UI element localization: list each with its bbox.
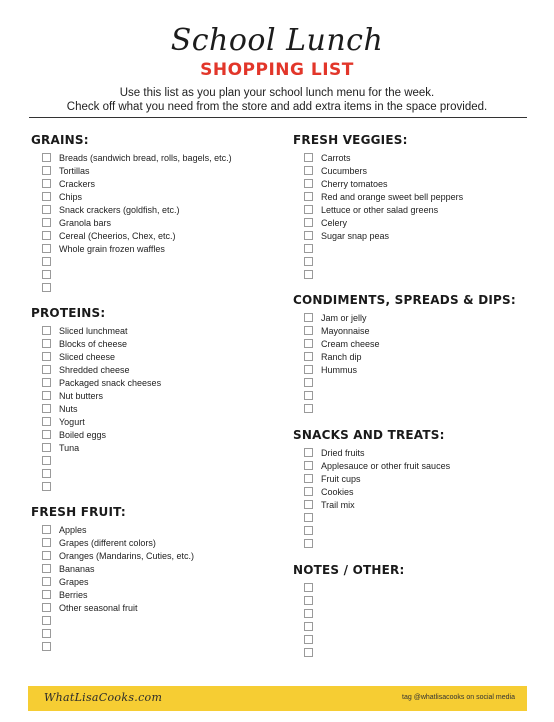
footer-logo: WhatLisaCooks.com [44,691,163,704]
shopping-list-title: SHOPPING LIST [200,60,354,80]
item-label: Other seasonal fruit [59,602,138,613]
item-list [31,151,232,294]
section-fresh-fruit [31,505,194,653]
checklist-item[interactable] [293,190,463,203]
checkbox-icon[interactable] [42,482,51,491]
item-list [293,151,463,281]
checklist-item[interactable] [31,324,161,337]
item-label: Berries [59,589,88,600]
item-label: Hummus [321,364,358,375]
checklist-item[interactable] [31,441,161,454]
checkbox-icon[interactable] [42,257,51,266]
checkbox-icon[interactable] [42,391,51,400]
checklist-item[interactable] [293,485,450,498]
checkbox-icon[interactable] [304,179,313,188]
checklist-item[interactable] [293,151,463,164]
checklist-item[interactable] [293,229,463,242]
checklist-item[interactable] [293,498,450,511]
checkbox-icon[interactable] [304,153,313,162]
checklist-item[interactable] [31,562,194,575]
checklist-item[interactable] [31,363,161,376]
item-list [293,446,450,550]
intro-text [0,86,554,114]
item-list [293,581,404,659]
item-label: Cereal (Cheerios, Chex, etc.) [59,230,176,241]
checklist-item[interactable] [293,324,516,337]
checklist-item[interactable] [293,646,404,659]
script-title: School Lunch [170,23,384,58]
item-label: Sliced cheese [59,351,116,362]
checklist-item[interactable] [31,190,232,203]
checklist-item[interactable] [293,459,450,472]
checkbox-icon[interactable] [304,257,313,266]
footer-bar [28,686,527,711]
checklist-item[interactable] [31,614,194,627]
checkbox-icon[interactable] [42,564,51,573]
item-label: Cookies [321,486,354,497]
checklist-item[interactable] [293,402,516,415]
checklist-item[interactable] [31,536,194,549]
checklist-item[interactable] [293,524,450,537]
checklist-item[interactable] [31,575,194,588]
item-label: Boiled eggs [59,429,107,440]
checkbox-icon[interactable] [42,153,51,162]
checklist-item[interactable] [293,242,463,255]
checklist-item[interactable] [31,402,161,415]
checklist-item[interactable] [293,363,516,376]
checklist-item[interactable] [31,229,232,242]
item-label: Chips [59,191,83,202]
checkbox-icon[interactable] [42,339,51,348]
section-title: NOTES / OTHER: [293,563,405,577]
checklist-item[interactable] [293,446,450,459]
checkbox-icon[interactable] [42,616,51,625]
item-label: Cherry tomatoes [321,178,388,189]
item-label: Shredded cheese [59,364,130,375]
checkbox-icon[interactable] [42,577,51,586]
item-label: Fruit cups [321,473,361,484]
checklist-item[interactable] [293,337,516,350]
checklist-item[interactable] [293,537,450,550]
checkbox-icon[interactable] [42,326,51,335]
checkbox-icon[interactable] [42,192,51,201]
checkbox-icon[interactable] [42,231,51,240]
intro-line-1: Use this list as you plan your school lunch menu for the week. [119,87,435,99]
checkbox-icon[interactable] [304,609,313,618]
item-label: Applesauce or other fruit sauces [321,460,451,471]
checkbox-icon[interactable] [304,365,313,374]
item-label: Oranges (Mandarins, Cuties, etc.) [59,550,195,561]
item-label: Nut butters [59,390,104,401]
item-label: Bananas [59,563,95,574]
checkbox-icon[interactable] [304,526,313,535]
checkbox-icon[interactable] [42,179,51,188]
checkbox-icon[interactable] [304,474,313,483]
item-label: Packaged snack cheeses [59,377,162,388]
checklist-item[interactable] [293,607,404,620]
item-label: Sliced lunchmeat [59,325,128,336]
item-label: Yogurt [59,416,85,427]
checkbox-icon[interactable] [304,648,313,657]
checklist-item[interactable] [293,472,450,485]
checkbox-icon[interactable] [304,313,313,322]
section-notes [293,563,404,659]
checkbox-icon[interactable] [304,244,313,253]
checklist-item[interactable] [31,454,161,467]
checkbox-icon[interactable] [304,596,313,605]
item-label: Crackers [59,178,96,189]
checklist-item[interactable] [31,376,161,389]
checklist-item[interactable] [31,255,232,268]
checkbox-icon[interactable] [304,487,313,496]
checkbox-icon[interactable] [304,352,313,361]
checkbox-icon[interactable] [304,500,313,509]
checklist-item[interactable] [31,415,161,428]
checkbox-icon[interactable] [304,461,313,470]
checklist-item[interactable] [31,350,161,363]
checklist-item[interactable] [31,627,194,640]
checklist-item[interactable] [31,268,232,281]
checklist-item[interactable] [293,376,516,389]
checklist-item[interactable] [31,151,232,164]
checklist-item[interactable] [293,311,516,324]
checkbox-icon[interactable] [42,456,51,465]
checkbox-icon[interactable] [42,443,51,452]
item-label: Nuts [59,403,78,414]
checklist-item[interactable] [293,581,404,594]
item-label: Snack crackers (goldfish, etc.) [59,204,180,215]
checklist-item[interactable] [31,164,232,177]
item-label: Grapes (different colors) [59,537,156,548]
section-title: SNACKS AND TREATS: [293,428,445,442]
header-divider [29,117,527,118]
checklist-item[interactable] [31,480,161,493]
item-label: Cucumbers [321,165,368,176]
checkbox-icon[interactable] [304,635,313,644]
section-condiments [293,293,516,415]
checklist-item[interactable] [293,177,463,190]
checklist-item[interactable] [31,428,161,441]
checkbox-icon[interactable] [304,448,313,457]
section-title: GRAINS: [31,133,89,147]
checkbox-icon[interactable] [42,629,51,638]
checklist-item[interactable] [293,216,463,229]
checklist-item[interactable] [31,337,161,350]
checklist-item[interactable] [293,255,463,268]
footer-social-tag: tag @whatlisacooks on social media [402,694,515,701]
item-label: Apples [59,524,87,535]
checkbox-icon[interactable] [42,218,51,227]
item-label: Grapes [59,576,89,587]
checklist-item[interactable] [31,203,232,216]
item-label: Dried fruits [321,447,365,458]
checkbox-icon[interactable] [42,166,51,175]
checkbox-icon[interactable] [304,339,313,348]
checkbox-icon[interactable] [304,326,313,335]
item-label: Breads (sandwich bread, rolls, bagels, etc.) [59,152,232,163]
checkbox-icon[interactable] [42,283,51,292]
intro-line-2: Check off what you need from the store and add extra items in the space provided. [66,101,488,113]
section-title: CONDIMENTS, SPREADS & DIPS: [293,293,516,307]
checkbox-icon[interactable] [304,166,313,175]
checkbox-icon[interactable] [42,551,51,560]
section-grains [31,133,232,294]
item-label: Carrots [321,152,351,163]
item-label: Ranch dip [321,351,362,362]
section-snacks [293,428,450,550]
checkbox-icon[interactable] [42,352,51,361]
checkbox-icon[interactable] [42,538,51,547]
checkbox-icon[interactable] [42,365,51,374]
checklist-item[interactable] [31,523,194,536]
checklist-item[interactable] [293,620,404,633]
checkbox-icon[interactable] [42,378,51,387]
item-list [293,311,516,415]
checkbox-icon[interactable] [42,430,51,439]
item-label: Trail mix [321,499,355,510]
checklist-item[interactable] [293,594,404,607]
section-title: PROTEINS: [31,306,106,320]
item-label: Blocks of cheese [59,338,128,349]
checkbox-icon[interactable] [304,192,313,201]
checkbox-icon[interactable] [304,391,313,400]
checkbox-icon[interactable] [42,603,51,612]
checklist-item[interactable] [293,350,516,363]
checklist-item[interactable] [31,549,194,562]
checklist-item[interactable] [31,467,161,480]
item-label: Jam or jelly [321,312,367,323]
item-label: Celery [321,217,348,228]
checkbox-icon[interactable] [304,218,313,227]
checklist-item[interactable] [293,511,450,524]
checkbox-icon[interactable] [42,205,51,214]
item-label: Granola bars [59,217,112,228]
item-label: Sugar snap peas [321,230,390,241]
checklist-item[interactable] [31,216,232,229]
item-label: Tuna [59,442,80,453]
checklist-item[interactable] [31,588,194,601]
item-label: Whole grain frozen waffles [59,243,165,254]
checkbox-icon[interactable] [304,378,313,387]
checkbox-icon[interactable] [42,590,51,599]
checkbox-icon[interactable] [42,469,51,478]
section-proteins [31,306,161,493]
checklist-item[interactable] [31,640,194,653]
checklist-item[interactable] [293,203,463,216]
checkbox-icon[interactable] [42,642,51,651]
checkbox-icon[interactable] [42,270,51,279]
checkbox-icon[interactable] [304,270,313,279]
checkbox-icon[interactable] [42,525,51,534]
item-label: Red and orange sweet bell peppers [321,191,464,202]
checklist-item[interactable] [293,389,516,402]
checkbox-icon[interactable] [304,539,313,548]
checklist-item[interactable] [31,242,232,255]
item-label: Lettuce or other salad greens [321,204,439,215]
item-label: Tortillas [59,165,90,176]
checkbox-icon[interactable] [42,417,51,426]
section-title: FRESH FRUIT: [31,505,126,519]
checkbox-icon[interactable] [304,622,313,631]
checklist-item[interactable] [31,389,161,402]
checklist-item[interactable] [293,633,404,646]
section-title: FRESH VEGGIES: [293,133,408,147]
item-list [31,523,194,653]
checkbox-icon[interactable] [304,404,313,413]
section-fresh-veggies [293,133,463,281]
checklist-item[interactable] [31,601,194,614]
checklist-item[interactable] [31,281,232,294]
checkbox-icon[interactable] [304,513,313,522]
checkbox-icon[interactable] [42,404,51,413]
checkbox-icon[interactable] [42,244,51,253]
checklist-item[interactable] [293,268,463,281]
checkbox-icon[interactable] [304,231,313,240]
item-label: Cream cheese [321,338,380,349]
checkbox-icon[interactable] [304,205,313,214]
item-label: Mayonnaise [321,325,370,336]
checklist-item[interactable] [31,177,232,190]
checklist-item[interactable] [293,164,463,177]
item-list [31,324,161,493]
checkbox-icon[interactable] [304,583,313,592]
